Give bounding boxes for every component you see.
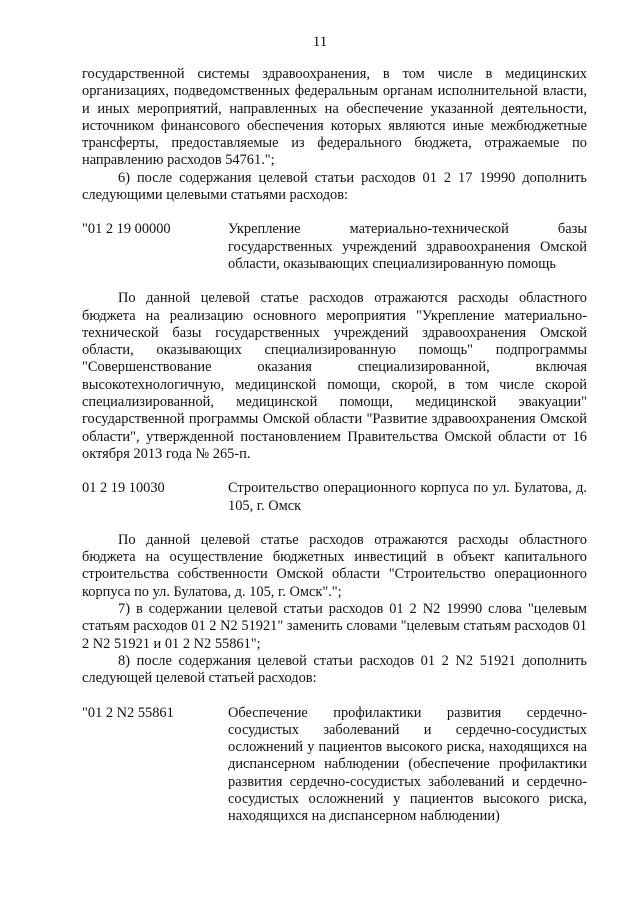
- entry-code: "01 2 19 00000: [82, 221, 171, 238]
- entry-description: Обеспечение профилактики развития сердечно-сосудистых заболеваний и сердечно-сосудистых осложнений у пациентов высокого риска, находящихся на диспансерном наблюдении (обеспечение профилактики развития сердечно-сосудистых заболеваний и сердечно-сосудистых осложнений у пациентов высокого риска, находящихся на диспансерном наблюдении): [228, 704, 587, 825]
- budget-entry-2: [82, 480, 587, 515]
- entry-code: "01 2 N2 55861: [82, 704, 174, 721]
- budget-entry-3: [82, 705, 587, 826]
- paragraph-item-6: 6) после содержания целевой статьи расходов 01 2 17 19990 дополнить следующими целевыми статьями расходов:: [82, 169, 587, 204]
- entry-description: Строительство операционного корпуса по ул. Булатова, д. 105, г. Омск: [228, 480, 587, 514]
- entry-description: Укрепление материально-технической базы государственных учреждений здравоохранения Омской области, оказывающих специализированную помощь: [228, 221, 587, 272]
- paragraph-item-7: 7) в содержании целевой статьи расходов 01 2 N2 19990 слова "целевым статьям расходов 01 2 N2 51921" заменить словами "целевым статьям расходов 01 2 N2 51921 и 01 2 N2 55861";: [82, 601, 587, 652]
- entry-code: 01 2 19 10030: [82, 480, 165, 497]
- paragraph-item-8: 8) после содержания целевой статьи расходов 01 2 N2 51921 дополнить следующей целевой статьей расходов:: [82, 652, 587, 687]
- page-number: 11: [312, 34, 328, 50]
- paragraph-entry-1-explanation: По данной целевой статье расходов отражаются расходы областного бюджета на реализацию основного мероприятия "Укрепление материально-технической базы государственных учреждений здравоохранения Омской области, оказывающих специализированную помощь" подпрограммы "Совершенствование оказания специализированной, включая высокотехнологичную, медицинской помощи, скорой, в том числе скорой специализированной, медицинской помощи, медицинской эвакуации" государственной программы Омской области "Развитие здравоохранения Омской области", утвержденной постановлением Правительства Омской области от 16 октября 2013 года № 265-п.: [82, 290, 587, 462]
- paragraph-entry-2-explanation: По данной целевой статье расходов отражаются расходы областного бюджета на осуществление бюджетных инвестиций в объект капитального строительства собственности Омской области "Строительство операционного корпуса по ул. Булатова, д. 105, г. Омск".";: [82, 531, 587, 600]
- budget-entry-1: [82, 221, 587, 273]
- document-body: [82, 66, 587, 826]
- paragraph-continuation: государственной системы здравоохранения, в том числе в медицинских организациях, подведомственных федеральным органам исполнительной власти, и иных мероприятий, направленных на обеспечение указанной деятельности, источником финансового обеспечения которых являются иные межбюджетные трансферты, предоставляемые из федерального бюджета, отражаемые по направлению расходов 54761.";: [82, 66, 587, 169]
